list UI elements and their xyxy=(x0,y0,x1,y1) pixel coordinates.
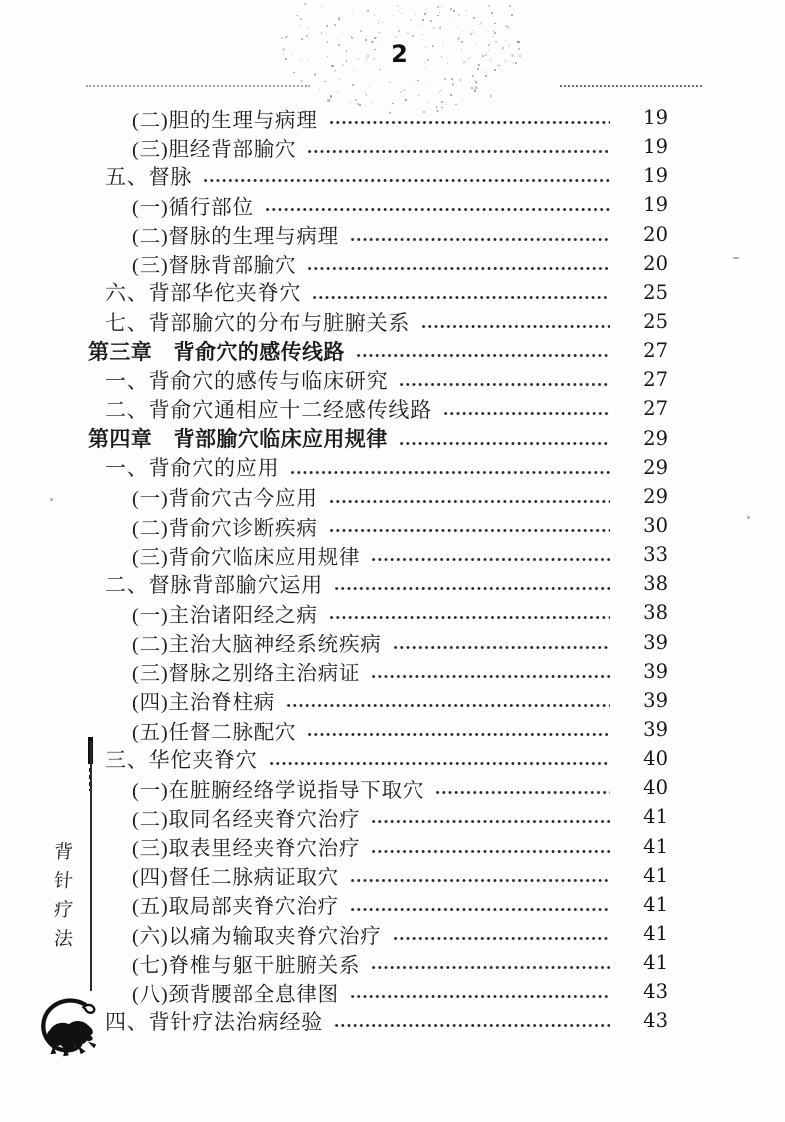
toc-entry-label: (二)取同名经夹脊穴治疗 xyxy=(132,808,361,831)
toc-entry-page: 19 xyxy=(643,164,668,188)
toc-entry-page: 29 xyxy=(643,426,668,450)
dot-leader xyxy=(372,558,610,561)
toc-entry xyxy=(88,919,668,948)
scan-speck xyxy=(733,257,739,259)
toc-entry-label: (四)督任二脉病证取穴 xyxy=(132,867,339,890)
toc-list xyxy=(88,103,668,1036)
header-rule-left xyxy=(86,85,310,87)
book-spine-title xyxy=(50,843,78,949)
toc-entry-label: (三)取表里经夹脊穴治疗 xyxy=(132,838,361,861)
toc-entry xyxy=(88,190,668,219)
dot-leader xyxy=(372,675,610,678)
toc-entry xyxy=(88,686,668,715)
toc-entry-label: (七)脊椎与躯干脏腑关系 xyxy=(132,954,361,977)
spine-rule xyxy=(90,741,92,991)
dot-leader xyxy=(335,1024,610,1027)
toc-entry-page: 25 xyxy=(643,310,668,334)
toc-entry-label: (二)督脉的生理与病理 xyxy=(132,226,339,249)
toc-entry-label: (一)背俞穴古今应用 xyxy=(132,488,318,511)
toc-entry-page: 41 xyxy=(643,951,668,975)
toc-entry xyxy=(88,103,668,132)
toc-entry-page: 33 xyxy=(643,543,668,567)
dot-leader xyxy=(330,616,610,619)
toc-entry-page: 39 xyxy=(643,630,668,654)
toc-entry-page: 40 xyxy=(643,747,668,771)
toc-entry-page: 43 xyxy=(643,980,668,1004)
toc-entry xyxy=(88,511,668,540)
dot-leader xyxy=(308,267,610,270)
header-rule-right xyxy=(560,85,702,87)
dot-leader xyxy=(313,296,610,299)
dot-leader xyxy=(400,383,610,386)
toc-entry-label: (五)取局部夹脊穴治疗 xyxy=(132,896,339,919)
dot-leader xyxy=(308,733,610,736)
toc-entry-page: 20 xyxy=(643,251,668,275)
dot-leader xyxy=(436,791,610,794)
toc-entry-label: (一)循行部位 xyxy=(132,197,254,219)
toc-entry-label: (五)任督二脉配穴 xyxy=(132,721,297,744)
toc-entry-label: 第三章 背俞穴的感传线路 xyxy=(88,340,345,364)
toc-entry xyxy=(88,453,668,482)
toc-entry xyxy=(88,628,668,657)
dot-leader xyxy=(372,966,610,969)
toc-entry-label: 七、背部腧穴的分布与脏腑关系 xyxy=(105,310,411,335)
toc-entry-label: 三、华佗夹脊穴 xyxy=(105,747,258,772)
toc-entry-page: 27 xyxy=(643,368,668,392)
toc-entry-label: (三)背俞穴临床应用规律 xyxy=(132,546,361,569)
toc-entry-page: 38 xyxy=(643,601,668,625)
toc-entry-label: (三)督脉之别络主治病证 xyxy=(132,663,361,686)
toc-entry-label: 一、背俞穴的应用 xyxy=(105,456,280,481)
toc-entry xyxy=(88,540,668,569)
dot-leader xyxy=(444,412,610,415)
toc-entry xyxy=(88,249,668,278)
toc-entry-page: 41 xyxy=(643,805,668,829)
page-number: 2 xyxy=(391,40,409,68)
toc-entry-page: 19 xyxy=(643,135,668,159)
dot-leader xyxy=(266,208,610,211)
dot-leader xyxy=(335,587,610,590)
toc-entry-label: 四、背针疗法治病经验 xyxy=(105,1009,323,1034)
dot-leader xyxy=(351,995,610,998)
toc-entry-label: 一、背俞穴的感传与临床研究 xyxy=(105,368,389,393)
toc-entry-page: 39 xyxy=(643,688,668,712)
toc-entry xyxy=(88,132,668,161)
toc-entry xyxy=(88,657,668,686)
scan-speck xyxy=(50,498,53,501)
toc-entry xyxy=(88,394,668,423)
dot-leader xyxy=(400,442,610,445)
dot-leader xyxy=(351,238,610,241)
toc-entry xyxy=(88,977,668,1006)
dot-leader xyxy=(394,646,610,649)
toc-entry-page: 38 xyxy=(643,572,668,596)
toc-entry-page: 39 xyxy=(643,718,668,742)
toc-entry-label: (一)在脏腑经络学说指导下取穴 xyxy=(132,779,425,802)
toc-entry xyxy=(88,161,668,190)
toc-entry xyxy=(88,948,668,977)
toc-entry-page: 20 xyxy=(643,222,668,246)
spine-title-char: 针 xyxy=(53,871,75,892)
toc-entry-label: (二)主治大脑神经系统疾病 xyxy=(132,634,382,657)
spine-title-char: 背 xyxy=(53,842,75,863)
toc-entry-page: 43 xyxy=(643,1009,668,1033)
toc-entry xyxy=(88,220,668,249)
dot-leader xyxy=(270,762,610,765)
dot-leader xyxy=(422,325,610,328)
toc-entry xyxy=(88,802,668,831)
toc-entry-page: 41 xyxy=(643,863,668,887)
toc-entry xyxy=(88,569,668,598)
toc-entry-label: 二、背俞穴通相应十二经感传线路 xyxy=(105,397,432,422)
toc-entry xyxy=(88,832,668,861)
dot-leader xyxy=(204,179,610,182)
dot-leader xyxy=(308,150,610,153)
toc-entry-page: 39 xyxy=(643,659,668,683)
toc-entry xyxy=(88,744,668,773)
toc-entry xyxy=(88,307,668,336)
dot-leader xyxy=(330,529,610,532)
dot-leader xyxy=(357,354,610,357)
dot-leader xyxy=(287,704,610,707)
toc-entry xyxy=(88,773,668,802)
dot-leader xyxy=(351,879,610,882)
dot-leader xyxy=(330,500,610,503)
toc-entry-page: 19 xyxy=(643,193,668,217)
toc-entry xyxy=(88,482,668,511)
toc-entry-page: 41 xyxy=(643,922,668,945)
toc-entry-label: (八)颈背腰部全息律图 xyxy=(132,983,339,1006)
toc-entry-label: (二)背俞穴诊断疾病 xyxy=(132,517,318,540)
toc-entry-label: (二)胆的生理与病理 xyxy=(132,109,318,132)
dot-leader xyxy=(372,820,610,823)
toc-entry xyxy=(88,890,668,919)
dot-leader xyxy=(372,850,610,853)
toc-entry xyxy=(88,365,668,394)
toc-entry-label: (四)主治脊柱病 xyxy=(132,692,276,715)
spine-title-char: 法 xyxy=(53,929,75,950)
toc-entry-label: 六、背部华佗夹脊穴 xyxy=(105,281,302,306)
toc-entry-page: 30 xyxy=(643,514,668,538)
toc-entry-label: 第四章 背部腧穴临床应用规律 xyxy=(88,428,388,452)
toc-entry-label: 五、督脉 xyxy=(105,164,193,189)
toc-entry-page: 29 xyxy=(643,455,668,479)
toc-entry xyxy=(88,278,668,307)
toc-entry xyxy=(88,861,668,890)
dot-leader xyxy=(291,471,610,474)
dot-leader xyxy=(330,121,610,124)
toc-entry-page: 40 xyxy=(643,776,668,800)
toc-entry-page: 27 xyxy=(643,339,668,363)
scan-speck xyxy=(747,516,750,519)
toc-entry xyxy=(88,424,668,453)
dot-leader xyxy=(351,908,610,911)
dot-leader xyxy=(394,937,610,940)
toc-entry-label: 二、督脉背部腧穴运用 xyxy=(105,572,323,597)
toc-entry-label: (三)胆经背部腧穴 xyxy=(132,138,297,161)
toc-entry-page: 19 xyxy=(643,106,668,130)
toc-entry-label: (六)以痛为输取夹脊穴治疗 xyxy=(132,925,382,948)
toc-entry xyxy=(88,715,668,744)
toc-entry xyxy=(88,598,668,627)
toc-entry-page: 29 xyxy=(643,484,668,508)
toc-entry xyxy=(88,1006,668,1035)
toc-entry-page: 41 xyxy=(643,834,668,858)
toc-entry-page: 27 xyxy=(643,397,668,421)
toc-entry-page: 41 xyxy=(643,892,668,916)
spine-title-char: 疗 xyxy=(53,900,75,921)
toc-entry-page: 25 xyxy=(643,280,668,304)
toc-entry-label: (三)督脉背部腧穴 xyxy=(132,255,297,278)
toc-entry xyxy=(88,336,668,365)
publisher-logo-icon xyxy=(37,997,101,1059)
toc-entry-label: (一)主治诸阳经之病 xyxy=(132,604,318,627)
